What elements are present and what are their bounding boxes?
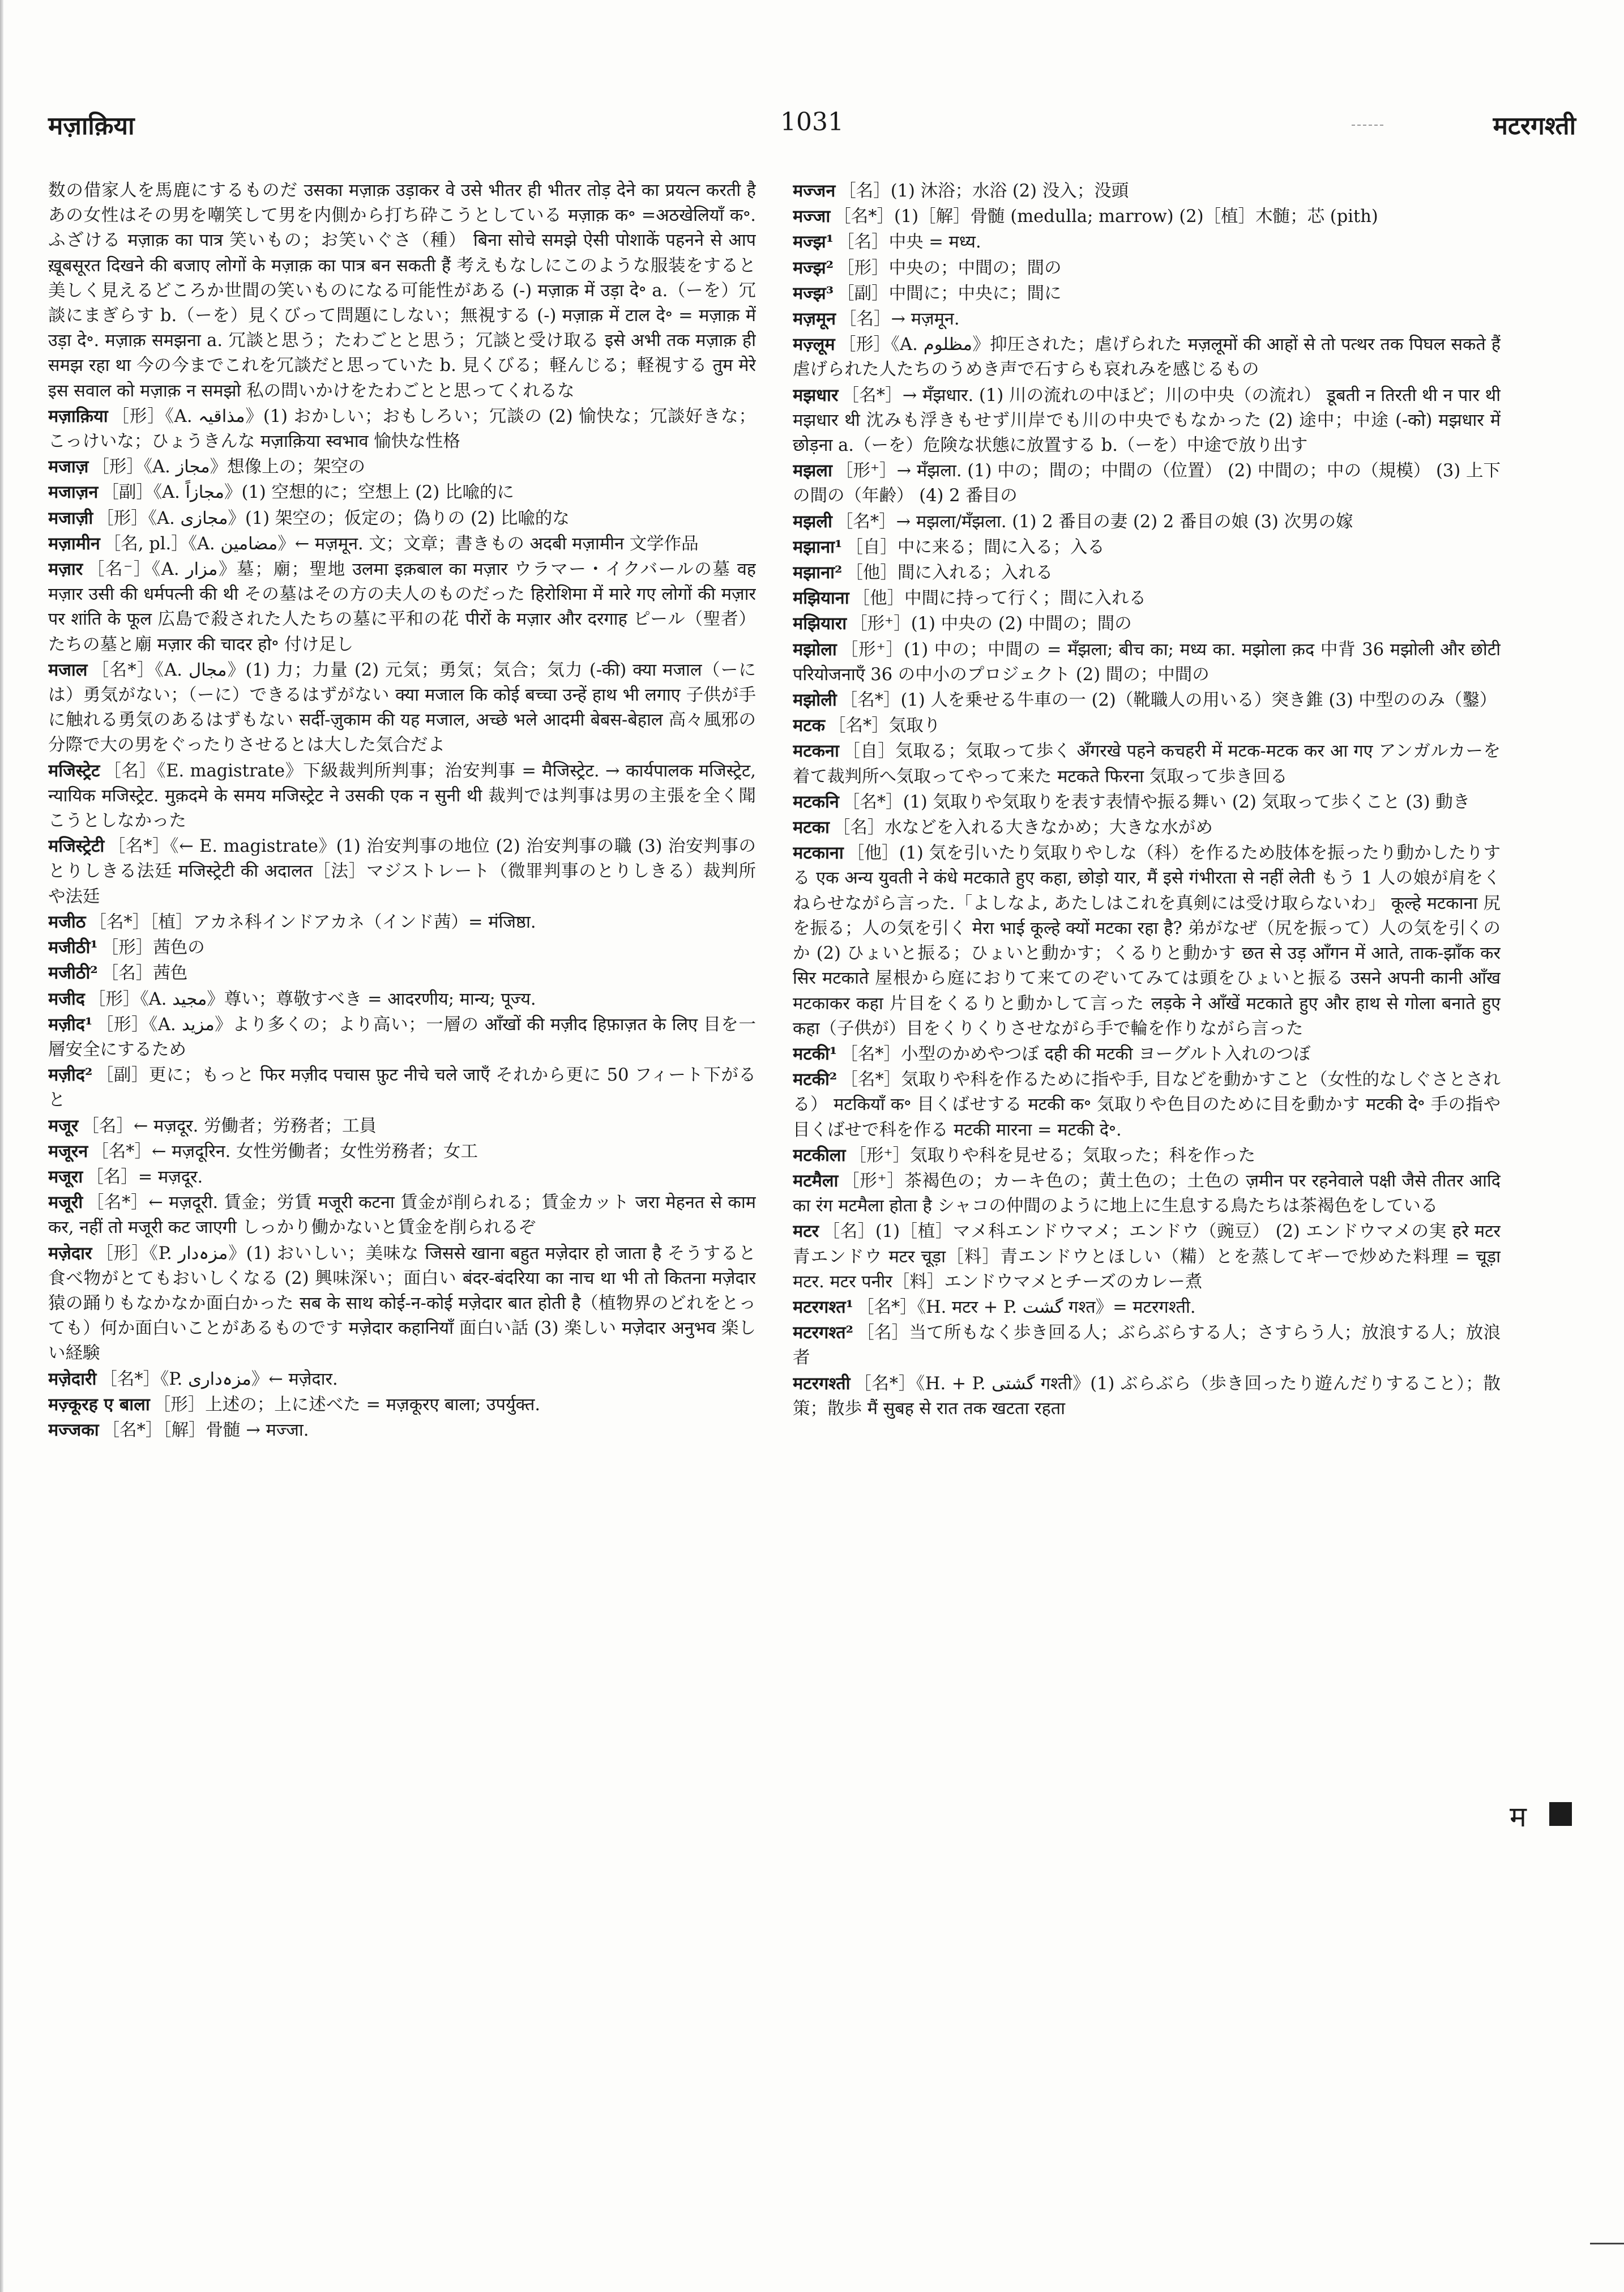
dictionary-entry	[793, 332, 1501, 382]
dictionary-entry	[48, 404, 756, 454]
dictionary-entry	[48, 506, 756, 531]
entry-headword: मज़मून	[793, 309, 836, 330]
page-number: 1031	[780, 108, 844, 136]
dictionary-entry	[793, 1219, 1501, 1295]
entry-definition: ［形］上述の；上に述べた = मज़कूरए बाला; उपर्युक्त.	[153, 1394, 541, 1415]
entry-definition: ［形］《A. مجازی》(1) 架空の；仮定の；偽りの (2) 比喩的な	[96, 508, 570, 528]
dictionary-entry	[48, 834, 756, 910]
dictionary-entry	[793, 1371, 1501, 1422]
dictionary-entry	[48, 987, 756, 1012]
entry-headword: मटर	[793, 1221, 819, 1242]
dictionary-entry	[48, 178, 756, 404]
entry-definition: ［名*］《← E. magistrate》(1) 治安判事の地位 (2) 治安判事の職 (3) 治安判事のとりしきる法廷 मजिस्ट्रेटी की अदालत［法］マジストレート（微罪判事のとりしきる）裁判所や法廷	[48, 836, 756, 907]
dictionary-entry	[793, 229, 1501, 255]
entry-definition: ［形］《P. مزہ‌دار》(1) おいしい；美味な जिससे खाना बहुत मज़ेदार हो जाता है そうすると食べ物がとてもおいしくなる (2) 興味深い；面白い बंदर-बंदरिया का नाच था भी तो कितना मज़ेदार 猿の踊りもなかなか面白かった सब के साथ कोई-न-कोई मज़ेदार बात होती है（植物界のどれをとっても）何か面白いことがあるものです मज़ेदार कहानियाँ 面白い話 (3) 楽しい मज़ेदार अनुभव 楽しい経験	[48, 1243, 756, 1364]
guide-word-right: मटरगश्ती	[1493, 112, 1576, 140]
entry-definition: ［名*］《A. مجال》(1) 力；力量 (2) 元気；勇気；気合；気力 (-की) क्या मजाल（ーには）勇気がない；（ーに）できるはずがない क्या मजाल कि कोई बच्चा उन्हें हाथ भी लगाए 子供が手に触れる勇気のあるはずもない सर्दी-ज़ुकाम की यह मजाल, अच्छे भले आदमी बेबस-बेहाल 高々風邪の分際で大の男をぐったりさせるとは大した気合だよ	[48, 660, 756, 756]
entry-definition: ［他］間に入れる；入れる	[845, 563, 1053, 583]
entry-headword: मझली	[793, 511, 832, 532]
dictionary-entry	[793, 204, 1501, 229]
entry-headword: मजूरी	[48, 1192, 83, 1213]
entry-definition: ［名*］(1) 気取りや気取りを表す表情や振る舞い (2) 気取って歩くこと (3) 動き	[842, 792, 1471, 812]
entry-definition: 数の借家人を馬鹿にするものだ उसका मज़ाक़ उड़ाकर वे उसे भीतर ही भीतर तोड़ देने का प्रयत्न करती है あの女性はその男を嘲笑して男を内側から打ち砕こうとしている मज़ाक़ क॰ =अठखेलियाँ क॰. ふざける मज़ाक़ का पात्र 笑いもの；お笑いぐさ（種） बिना सोचे समझे ऐसी पोशाकें पहनने से आप ख़ूबसूरत दिखने की बजाए लोगों के मज़ाक़ का पात्र बन सकती हैं 考えもなしにこのような服装をすると美しく見えるどころか世間の笑いものになる可能性がある (-) मज़ाक़ में उड़ा दे॰ a.（ーを）冗談にまぎらす b.（ーを）見くびって問題にしない；無視する (-) मज़ाक़ में टाल दे॰ = मज़ाक़ में उड़ा दे॰. मज़ाक़ समझना a. 冗談と思う；たわごとと思う；冗談と受け取る इसे अभी तक मज़ाक़ ही समझ रहा था 今の今までこれを冗談だと思っていた b. 見くびる；軽んじる；軽視する तुम मेरे इस सवाल को मज़ाक़ न समझो 私の問いかけをたわごとと思ってくれるな	[48, 181, 756, 401]
entry-headword: मटक	[793, 715, 826, 736]
dictionary-entry	[793, 713, 1501, 739]
entry-headword: मटकाना	[793, 843, 844, 864]
entry-definition: ［他］(1) 気を引いたり気取りやしな（科）を作るため肢体を振ったり動かしたりする एक अन्य युवती ने कंधे मटकाते हुए कहा, छोड़ो यार, मैं इसे गंभीरता से नहीं लेती もう 1 人の娘が肩をくねらせながら言った.「よしなよ, あたしはこれを真剣には受け取らないわ」 कूल्हे मटकाना 尻を振る；人の気を引く मेरा भाई कूल्हे क्यों मटका रहा है? 弟がなぜ（尻を振って）人の気を引くのか (2) ひょいと振る；ひょいと動かす；くるりと動かす छत से उड़ आँगन में आते, ताक-झाँक कर सिर मटकाते 屋根から庭におりて来てのぞいてみては頭をひょいと振る उसने अपनी कानी आँख मटकाकर कहा 片目をくるりと動かして言った लड़के ने आँखें मटकाते हुए और हाथ से गोला बनाते हुए कहा（子供が）目をくりくりさせながら手で輪を作りながら言った	[793, 843, 1501, 1039]
entry-definition: ［名］← मज़दूर. 労働者；労務者；工員	[82, 1116, 377, 1136]
page-binding-edge	[0, 0, 3, 2292]
entry-definition: ［形⁺］(1) 中央の (2) 中間の；間の	[850, 614, 1132, 634]
dictionary-entry	[48, 1367, 756, 1392]
entry-headword: मज़्कूरह ए बाला	[48, 1394, 150, 1415]
entry-headword: मजीठी¹	[48, 937, 98, 958]
dictionary-entry	[793, 560, 1501, 586]
right-column	[793, 178, 1501, 2127]
entry-definition: ［名⁻］《A. مزار》墓；廟；聖地 उलमा इक़बाल का मज़ार ウラマー・イクバールの墓 वह मज़ार उसी की धर्मपत्नी की थी その墓はその方の夫人のものだった हिरोशिमा में मारे गए लोगों की मज़ार पर शांति के फूल 広島で殺された人たちの墓に平和の花 पीरों के मज़ार और दरगाह ピール（聖者）たちの墓と廟 मज़ार की चादर हो॰ 付け足し	[48, 560, 756, 655]
entry-headword: मज़ेदारी	[48, 1368, 97, 1389]
page-header	[48, 108, 1576, 153]
entry-definition: ［形］中央の；中間の；間の	[837, 258, 1062, 278]
thumb-index-bar	[1549, 1802, 1572, 1826]
entry-definition: ［名］《E. magistrate》下級裁判所判事；治安判事 = मैजिस्ट्रेट. → कार्यपालक मजिस्ट्रेट, न्यायिक मजिस्ट्रेट. मुक़दमे के समय मजिस्ट्रेट ने उसकी एक न सुनी थी 裁判では判事は男の主張を全く聞こうとしなかった	[48, 761, 756, 831]
entry-headword: मझाना¹	[793, 536, 843, 557]
dictionary-entry	[793, 281, 1501, 306]
entry-definition: ［形］《A. مزید》より多くの；より高い；一層の आँखों की मज़ीद हिफ़ाज़त के लिए 目を一層安全にするため	[48, 1014, 756, 1060]
entry-headword: मजिस्ट्रेटी	[48, 836, 105, 857]
entry-definition: ［名］(1) 沐浴；水浴 (2) 没入；没頭	[839, 181, 1129, 201]
entry-headword: मजिस्ट्रेट	[48, 760, 100, 781]
dictionary-entry	[48, 1113, 756, 1139]
entry-headword: मज्जका	[48, 1419, 99, 1440]
dictionary-entry	[793, 1067, 1501, 1143]
entry-headword: मजाल	[48, 659, 88, 680]
entry-headword: मज़ाक़िया	[48, 406, 108, 426]
entry-headword: मटरगश्त¹	[793, 1296, 853, 1317]
entry-definition: ［形］《A. مذاقیہ》(1) おかしい；おもしろい；冗談の (2) 愉快な；冗談好きな；こっけいな；ひょうきんな मज़ाक़िया स्वभाव 愉快な性格	[48, 406, 756, 452]
dictionary-entry	[793, 306, 1501, 332]
entry-definition: ［副］《A. مجازاً》(1) 空想的に；空想上 (2) 比喩的に	[101, 483, 515, 503]
dictionary-entry	[793, 840, 1501, 1042]
entry-definition: ［名*］(1) 人を乗せる牛車の一 (2)（靴職人の用いる）突き錐 (3) 中型ののみ（鑿）	[840, 690, 1497, 711]
entry-headword: मझधार	[793, 385, 839, 406]
entry-definition: ［名*］小型のかめやつぼ दही की मटकी ヨーグルト入れのつぼ	[840, 1044, 1311, 1064]
dictionary-entry	[48, 961, 756, 986]
entry-definition: ［名*］← मज़दूरिन. 女性労働者；女性労務者；女工	[91, 1141, 478, 1162]
dictionary-entry	[793, 586, 1501, 611]
entry-definition: ［名*］［植］アカネ科インドアカネ（インド茜）= मंजिष्ठा.	[89, 912, 536, 932]
entry-definition: ［副］中間に；中央に；間に	[837, 283, 1062, 304]
dictionary-entry	[48, 557, 756, 658]
entry-headword: मजूरन	[48, 1141, 88, 1162]
entry-definition: ［名］中央 = मध्य.	[837, 232, 981, 253]
dictionary-entry	[48, 480, 756, 505]
dictionary-entry	[793, 509, 1501, 535]
entry-headword: मटकी²	[793, 1069, 837, 1090]
entry-headword: मटकी¹	[793, 1043, 837, 1064]
dictionary-entry	[793, 789, 1501, 815]
entry-definition: ［形］《A. مجاز》想像上の；架空の	[92, 457, 366, 477]
entry-headword: मझोली	[793, 690, 837, 711]
entry-definition: ［形⁺］→ मँझला. (1) 中の；間の；中間の（位置） (2) 中間の；中の（規模） (3) 上下の間の（年齢） (4) 2 番目の	[793, 461, 1501, 506]
entry-headword: मजूर	[48, 1115, 79, 1136]
entry-headword: मज्जन	[793, 181, 836, 201]
entry-headword: मज्झ²	[793, 257, 834, 278]
thumb-index-tab	[1499, 1794, 1624, 1839]
entry-headword: मझला	[793, 460, 832, 481]
dictionary-entry	[48, 1418, 756, 1443]
entry-headword: मटका	[793, 817, 830, 838]
dictionary-entry	[48, 531, 756, 557]
entry-definition: ［形⁺］気取りや科を見せる；気取った；科を作った	[849, 1145, 1256, 1166]
dictionary-entry	[48, 658, 756, 758]
entry-headword: मज़ामीन	[48, 533, 100, 554]
entry-definition: ［名*］《H. मटर + P. گشت गश्त》= मटरगश्ती.	[856, 1297, 1196, 1317]
dictionary-entry	[793, 458, 1501, 509]
dictionary-entry	[793, 1143, 1501, 1168]
entry-definition: ［形⁺］(1) 中の；中間の = मँझला; बीच का; मध्य का. मझोला क़द 中背 36 मझोली और छोटी परियोजनाएँ 36 の中小のプロジェクト (2) 間の；中間の	[793, 639, 1501, 685]
entry-headword: मटकीला	[793, 1145, 846, 1166]
entry-headword: मज़ेदार	[48, 1243, 92, 1264]
entry-definition: ［自］気取る；気取って歩く अँगरखे पहने कचहरी में मटक-मटक कर आ गए アンガルカーを着て裁判所へ気取ってやって来た मटकते फिरना 気取って歩き回る	[793, 741, 1501, 787]
entry-definition: ［他］中間に持って行く；間に入れる	[852, 588, 1147, 609]
entry-headword: मजीठ	[48, 911, 86, 932]
dictionary-entry	[48, 1190, 756, 1240]
dictionary-entry	[793, 739, 1501, 789]
dictionary-entry	[793, 815, 1501, 840]
entry-definition: ［名］茜色	[101, 963, 188, 984]
left-column	[48, 178, 756, 2127]
dictionary-entry	[48, 1012, 756, 1062]
dictionary-entry	[793, 637, 1501, 688]
entry-headword: मझियाना	[793, 588, 849, 609]
dictionary-entry	[48, 910, 756, 935]
entry-definition: ［名］水などを入れる大きなかめ；大きな水がめ	[832, 818, 1213, 838]
entry-definition: ［名*］(1)［解］骨髄 (medulla; marrow) (2)［植］木髄；芯 (pith)	[834, 207, 1378, 227]
entry-definition: ［名］= मज़दूर.	[86, 1167, 203, 1187]
entry-definition: ［自］中に来る；間に入る；入る	[845, 537, 1105, 557]
entry-definition: ［形⁺］茶褐色の；カーキ色の；黄土色の；土色の ज़मीन पर रहनेवाले पक्षी जैसे तीतर आदि का रंग मटमैला होता है シャコの仲間のように地上に生息する鳥たちは茶褐色をしている	[793, 1171, 1501, 1217]
dictionary-entry	[48, 1392, 756, 1418]
entry-definition: ［名, pl.］《A. مضامین》← मज़मून. 文；文章；書きもの अदबी मज़ामीन 文学作品	[103, 533, 699, 554]
entry-definition: ［名*］気取り	[828, 716, 941, 736]
entry-definition: ［名］→ मज़मून.	[839, 309, 960, 330]
entry-headword: मझियारा	[793, 613, 847, 634]
dictionary-entry	[48, 1062, 756, 1113]
entry-headword: मज़ीद¹	[48, 1014, 93, 1035]
entry-definition: ［副］更に；もっと फिर मज़ीद पचास फ़ुट नीचे चले जाएँ それから更に 50 フィート下がると	[48, 1065, 756, 1111]
guide-word-left: मज़ाक़िया	[48, 112, 135, 140]
entry-definition: ［名*］→ मँझधार. (1) 川の流れの中ほど；川の中央（の流れ） डूबती न तिरती थी न पार थी मझधार थी 沈みも浮きもせず川岸でも川の中央でもなかった (2) 途中；中途 (-को) मझधार में छोड़ना a.（ーを）危険な状態に放置する b.（ーを）中途で放り出す	[793, 385, 1501, 456]
entry-definition: ［名*］《P. مزہ‌داری》← मज़ेदार.	[100, 1369, 338, 1389]
dictionary-entry	[48, 758, 756, 834]
dictionary-entry	[48, 1241, 756, 1367]
dictionary-entry	[793, 255, 1501, 281]
entry-headword: मजाज़न	[48, 482, 99, 503]
dictionary-entry	[793, 383, 1501, 459]
dictionary-entry	[793, 1168, 1501, 1219]
entry-definition: ［名*］《H. + P. گشتی गश्ती》(1) ぶらぶら（歩き回ったり遊んだりすること）；散策；散歩 मैं सुबह से रात तक खटता रहता	[793, 1373, 1501, 1419]
dictionary-entry	[793, 1042, 1501, 1067]
entry-headword: मजाज़ी	[48, 507, 93, 528]
entry-headword: मज्जा	[793, 206, 831, 227]
thumb-index-letter: म	[1510, 1800, 1527, 1833]
entry-headword: मज़्लूम	[793, 334, 835, 355]
entry-definition: ［名*］→ मझला/मँझला. (1) 2 番目の妻 (2) 2 番目の娘 (3) 次男の嫁	[835, 511, 1353, 532]
entry-headword: मटरगश्त²	[793, 1322, 853, 1343]
entry-headword: मजूरा	[48, 1166, 83, 1187]
bottom-edge-mark	[1590, 2243, 1624, 2244]
entry-definition: ［名］当て所もなく歩き回る人；ぶらぶらする人；さすらう人；放浪する人；放浪者	[793, 1323, 1501, 1368]
entry-definition: ［形］茜色の	[101, 938, 205, 958]
entry-definition: ［形］《A. مجید》尊い；尊敬すべき = आदरणीय; मान्य; पूज्य.	[88, 989, 536, 1009]
entry-headword: मझाना²	[793, 562, 843, 583]
entry-definition: ［形］《A. مظلوم》抑圧された；虐げられた मज़लूमों की आहों से तो पत्थर तक पिघल सकते हैं 虐げられた人たちのうめき声で石すらも哀れみを感じるもの	[793, 335, 1501, 380]
dictionary-entry	[793, 688, 1501, 713]
entry-headword: मजीद	[48, 988, 85, 1009]
entry-headword: मटकनि	[793, 791, 839, 812]
entry-headword: मटरगश्ती	[793, 1373, 851, 1394]
header-dash-mark	[1352, 125, 1383, 127]
dictionary-entry	[48, 1139, 756, 1164]
entry-definition: ［名*］［解］骨髄 → मज्जा.	[102, 1420, 309, 1440]
entry-headword: मजीठी²	[48, 963, 98, 984]
dictionary-entry	[48, 935, 756, 961]
dictionary-entry	[793, 535, 1501, 560]
dictionary-entry	[48, 454, 756, 480]
entry-headword: मझोला	[793, 639, 837, 660]
entry-headword: मज़ार	[48, 559, 83, 580]
entry-definition: ［名*］← मज़दूरी. 賃金；労賃 मजूरी कटना 賃金が削られる；賃金カット जरा मेहनत से काम कर, नहीं तो मजूरी कट जाएगी しっかり働かないと賃金を削られるぞ	[48, 1193, 756, 1238]
dictionary-entry	[793, 178, 1501, 204]
entry-headword: मज़ीद²	[48, 1065, 93, 1086]
dictionary-entry	[793, 1320, 1501, 1371]
entry-headword: मटमैला	[793, 1170, 839, 1191]
entry-headword: मज्झ³	[793, 283, 834, 304]
entry-headword: मजाज़	[48, 456, 89, 477]
dictionary-entry	[793, 1295, 1501, 1320]
entry-headword: मज्झ¹	[793, 232, 834, 253]
entry-definition: ［名*］気取りや科を作るために指や手, 目などを動かすこと（女性的なしぐさとされる） मटकियाँ क॰ 目くばせする मटकी क॰ 気取りや色目のために目を動かす मटकी दे॰ 手の指や目くばせで科を作る मटकी मारना = मटकी दे॰.	[793, 1070, 1501, 1140]
dictionary-entry	[793, 611, 1501, 637]
entry-definition: ［名］(1)［植］マメ科エンドウマメ；エンドウ（豌豆） (2) エンドウマメの実 हरे मटर 青エンドウ मटर चूड़ा［料］青エンドウとほしい（糒）とを蒸してギーで炒めた料理 = चूड़ा मटर. मटर पनीर［料］エンドウマメとチーズのカレー煮	[793, 1222, 1501, 1292]
dictionary-entry	[48, 1164, 756, 1190]
entry-headword: मटकना	[793, 741, 839, 762]
